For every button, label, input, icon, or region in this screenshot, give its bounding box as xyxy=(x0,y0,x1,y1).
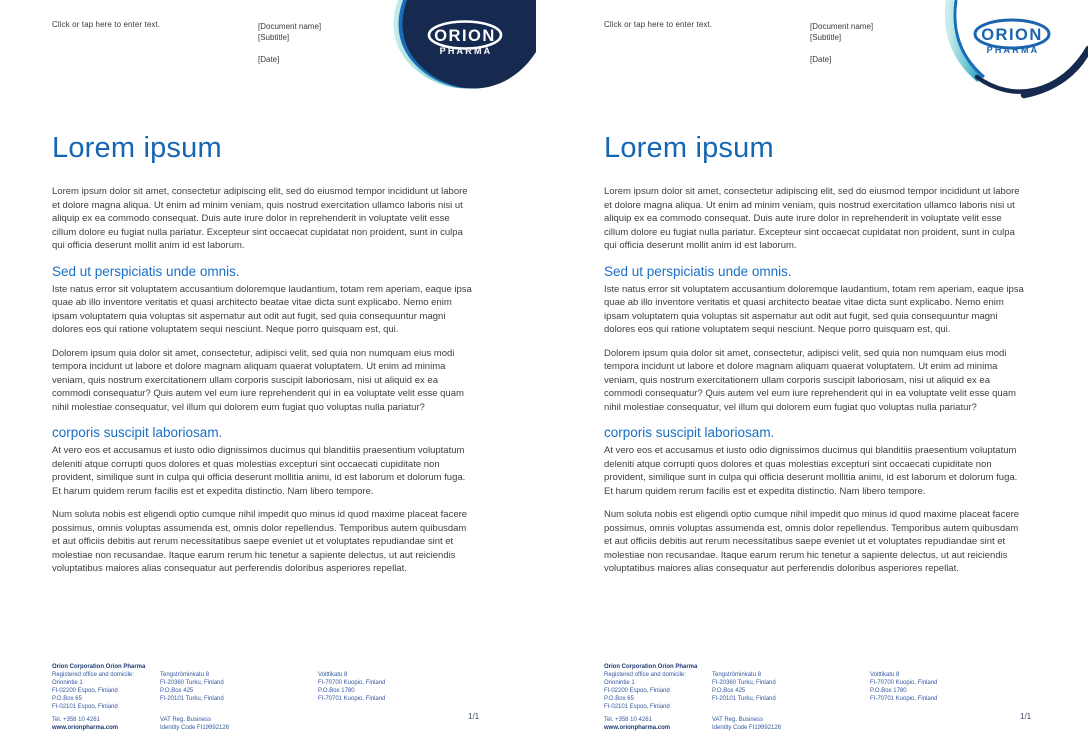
logo-wordmark-pharma: PHARMA xyxy=(986,45,1040,55)
footer-line: Registered office and domicile: xyxy=(52,672,134,678)
document-body xyxy=(604,132,1028,586)
footer-line: FI-20360 Turku, Finland xyxy=(160,680,224,686)
section-1-paragraph-2: Dolorem ipsum quia dolor sit amet, consectetur, adipisci velit, sed quia non numquam eius modi tempora incidunt ut labore et dolore magnam aliquam quaerat voluptatem. Ut enim ad minima veniam, quis nostrum exercitationem ullam corporis suscipit laboriosam, nisi ut aliquid ex ea commodi consequatur? Quis autem vel eum iure reprehenderit qui in ea voluptate velit esse quam nihil molestiae consequatur, vel illum qui dolorem eum fugiat quo voluptas nulla pariatur? xyxy=(604,347,1016,413)
header-text-placeholder[interactable]: Click or tap here to enter text. xyxy=(604,20,713,29)
footer-company-name: Orion Corporation Orion Pharma xyxy=(52,664,146,670)
footer-website-link[interactable]: www.orionpharma.com xyxy=(604,725,671,731)
meta-spacer xyxy=(810,43,873,54)
footer-line: P.O.Box 1780 xyxy=(318,688,355,694)
document-body xyxy=(52,132,476,586)
section-heading-2: corporis suscipit laboriosam. xyxy=(52,425,223,440)
header-meta-block xyxy=(810,21,873,65)
document-name-placeholder[interactable]: [Document name] xyxy=(810,22,874,31)
date-placeholder[interactable]: [Date] xyxy=(810,55,832,64)
footer-column-kuopio xyxy=(318,663,448,732)
subtitle-placeholder[interactable]: [Subtitle] xyxy=(258,33,290,42)
footer-column-turku xyxy=(160,663,318,732)
footer-line: Orionintie 1 xyxy=(604,680,635,686)
footer-line: FI-02200 Espoo, Finland xyxy=(604,688,670,694)
footer-column-turku xyxy=(712,663,870,732)
section-1-paragraph-1: Iste natus error sit voluptatem accusantium doloremque laudantium, totam rem aperiam, eaque ipsa quae ab illo inventore veritatis et quasi architecto beatae vitae dicta sunt explicabo. Nemo enim ipsam voluptatem quia voluptas sit aspernatur aut odit aut fugit, sed quia consequuntur magni dolores eos qui ratione voluptatem sequi nesciunt. Neque porro quisquam est, qui. xyxy=(604,283,1024,335)
footer-line: P.O.Box 425 xyxy=(712,688,746,694)
header-meta-block xyxy=(258,21,321,65)
logo-wordmark-orion: ORION xyxy=(434,27,496,45)
section-2-paragraph-1: At vero eos et accusamus et iusto odio dignissimos ducimus qui blanditiis praesentium voluptatum deleniti atque corrupti quos dolores et quas molestias excepturi sint occaecati cupiditate non provident, similique sunt in culpa qui officia deserunt mollitia animi, id est laborum et dolorum fuga. Et harum quidem rerum facilis est et expedita distinctio. Nam libero tempore. xyxy=(604,445,1018,497)
footer-spacer-line xyxy=(870,663,1000,671)
meta-spacer xyxy=(258,43,321,54)
footer-line: P.O.Box 65 xyxy=(604,696,634,702)
footer-line: FI-70701 Kuopio, Finland xyxy=(318,696,386,702)
footer-line: Orionintie 1 xyxy=(52,680,83,686)
section-1-paragraph-1: Iste natus error sit voluptatem accusantium doloremque laudantium, totam rem aperiam, eaque ipsa quae ab illo inventore veritatis et quasi architecto beatae vitae dicta sunt explicabo. Nemo enim ipsam voluptatem quia voluptas sit aspernatur aut odit aut fugit, sed quia consequuntur magni dolores eos qui ratione voluptatem sequi nesciunt. Neque porro quisquam est, qui. xyxy=(52,283,472,335)
orion-pharma-logo xyxy=(393,0,536,96)
logo-wordmark-orion: ORION xyxy=(981,26,1043,44)
page-number: 1/1 xyxy=(1020,712,1032,721)
footer-spacer-line xyxy=(712,663,870,671)
subtitle-placeholder[interactable]: [Subtitle] xyxy=(810,33,842,42)
document-title: Lorem ipsum xyxy=(52,132,222,164)
intro-paragraph: Lorem ipsum dolor sit amet, consectetur adipiscing elit, sed do eiusmod tempor incididunt ut labore et dolore magna aliqua. Ut enim ad minim veniam, quis nostrud exercitation ullamco laboris nisi ut aliquip ex ea commodo consequat. Duis aute irure dolor in reprehenderit in voluptate velit esse cillum dolore eu fugiat nulla pariatur. Excepteur sint occaecat cupidatat non proident, sunt in culpa qui officia deserunt mollit anim id est laborum. xyxy=(52,186,468,251)
footer-spacer-line xyxy=(160,703,318,711)
footer-line: Volttikatu 8 xyxy=(870,672,900,678)
logo-wordmark-pharma: PHARMA xyxy=(439,46,493,56)
footer-line: FI-20101 Turku, Finland xyxy=(712,696,776,702)
section-1-paragraph-2: Dolorem ipsum quia dolor sit amet, consectetur, adipisci velit, sed quia non numquam eius modi tempora incidunt ut labore et dolore magnam aliquam quaerat voluptatem. Ut enim ad minima veniam, quis nostrum exercitationem ullam corporis suscipit laboriosam, nisi ut aliquid ex ea commodi consequatur? Quis autem vel eum iure reprehenderit qui in ea voluptate velit esse quam nihil molestiae consequatur, vel illum qui dolorem eum fugiat quo voluptas nulla pariatur? xyxy=(52,347,464,413)
footer-vat-line: Identity Code FI19992126 xyxy=(712,725,782,731)
footer-line: FI-02101 Espoo, Finland xyxy=(604,704,670,710)
footer-spacer-line xyxy=(318,663,448,671)
page-number: 1/1 xyxy=(468,712,480,721)
section-2-paragraph-2: Num soluta nobis est eligendi optio cumque nihil impedit quo minus id quod maxime placeat facere possimus, omnis voluptas assumenda est, omnis dolor repellendus. Temporibus autem quibusdam et aut officiis debitis aut rerum necessitatibus saepe eveniet ut et voluptates repudiandae sint et molestiae non recusandae. Itaque earum rerum hic tenetur a sapiente delectus, ut aut reiciendis voluptatibus maiores alias consequatur aut perferendis doloribus asperiores repellat. xyxy=(52,509,468,574)
footer-line: Registered office and domicile: xyxy=(604,672,686,678)
section-heading-1: Sed ut perspiciatis unde omnis. xyxy=(604,263,792,279)
footer-vat-line: Identity Code FI19992126 xyxy=(160,725,230,731)
footer-line: FI-70700 Kuopio, Finland xyxy=(318,680,386,686)
footer-column-espoo xyxy=(604,663,712,732)
footer-vat-line: VAT Reg. Business xyxy=(160,717,212,723)
document-page-left xyxy=(0,0,536,756)
section-2-paragraph-1: At vero eos et accusamus et iusto odio dignissimos ducimus qui blanditiis praesentium voluptatum deleniti atque corrupti quos dolores et quas molestias excepturi sint occaecati cupiditate non provident, similique sunt in culpa qui officia deserunt mollitia animi, id est laborum et dolorum fuga. Et harum quidem rerum facilis est et expedita distinctio. Nam libero tempore. xyxy=(52,445,466,497)
footer-website-link[interactable]: www.orionpharma.com xyxy=(52,725,119,731)
page-footer xyxy=(604,663,1034,732)
page-footer xyxy=(52,663,482,732)
footer-line: FI-02200 Espoo, Finland xyxy=(52,688,118,694)
footer-line: FI-20101 Turku, Finland xyxy=(160,696,224,702)
document-page-right xyxy=(552,0,1088,756)
footer-line: FI-70700 Kuopio, Finland xyxy=(870,680,938,686)
footer-company-name: Orion Corporation Orion Pharma xyxy=(604,664,698,670)
footer-phone: Tel. +358 10 4261 xyxy=(604,717,652,723)
footer-line: P.O.Box 425 xyxy=(160,688,194,694)
header-text-placeholder[interactable]: Click or tap here to enter text. xyxy=(52,20,161,29)
footer-line: P.O.Box 65 xyxy=(52,696,82,702)
section-2-paragraph-2: Num soluta nobis est eligendi optio cumque nihil impedit quo minus id quod maxime placeat facere possimus, omnis voluptas assumenda est, omnis dolor repellendus. Temporibus autem quibusdam et aut officiis debitis aut rerum necessitatibus saepe eveniet ut et voluptates repudiandae sint et molestiae non recusandae. Itaque earum rerum hic tenetur a sapiente delectus, ut aut reiciendis voluptatibus maiores alias consequatur aut perferendis doloribus asperiores repellat. xyxy=(604,509,1020,574)
intro-paragraph: Lorem ipsum dolor sit amet, consectetur adipiscing elit, sed do eiusmod tempor incididunt ut labore et dolore magna aliqua. Ut enim ad minim veniam, quis nostrud exercitation ullamco laboris nisi ut aliquip ex ea commodo consequat. Duis aute irure dolor in reprehenderit in voluptate velit esse cillum dolore eu fugiat nulla pariatur. Excepteur sint occaecat cupidatat non proident, sunt in culpa qui officia deserunt mollit anim id est laborum. xyxy=(604,186,1020,251)
footer-spacer-line xyxy=(712,703,870,711)
date-placeholder[interactable]: [Date] xyxy=(258,55,280,64)
footer-line: FI-02101 Espoo, Finland xyxy=(52,704,118,710)
section-heading-2: corporis suscipit laboriosam. xyxy=(604,425,775,440)
footer-phone: Tel. +358 10 4261 xyxy=(52,717,100,723)
footer-line: P.O.Box 1780 xyxy=(870,688,907,694)
footer-line: FI-70701 Kuopio, Finland xyxy=(870,696,938,702)
orion-pharma-logo-outline xyxy=(920,0,1088,150)
document-title: Lorem ipsum xyxy=(604,132,774,164)
footer-vat-line: VAT Reg. Business xyxy=(712,717,764,723)
footer-line: FI-20360 Turku, Finland xyxy=(712,680,776,686)
section-heading-1: Sed ut perspiciatis unde omnis. xyxy=(52,263,240,279)
footer-line: Volttikatu 8 xyxy=(318,672,348,678)
footer-spacer-line xyxy=(160,663,318,671)
footer-column-kuopio xyxy=(870,663,1000,732)
document-name-placeholder[interactable]: [Document name] xyxy=(258,22,322,31)
footer-column-espoo xyxy=(52,663,160,732)
footer-line: Tengströminkatu 8 xyxy=(160,672,210,678)
footer-line: Tengströminkatu 8 xyxy=(712,672,762,678)
